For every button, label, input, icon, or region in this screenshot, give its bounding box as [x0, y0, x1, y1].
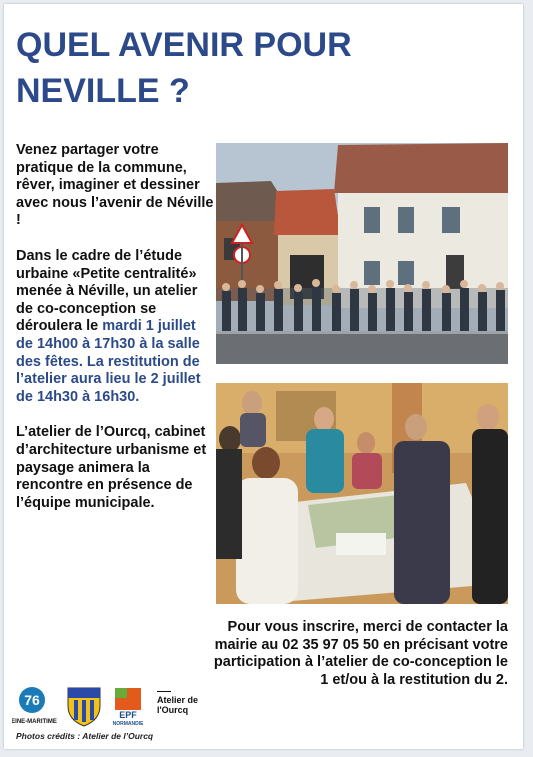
context-text: Dans le cadre de l’étude urbaine «Petite centralité» menée à Néville, un atelier de co-conception se déroulera le: [16, 247, 198, 335]
epf-normandie-logo: [113, 688, 144, 727]
workshop-photo-image: [216, 383, 508, 604]
partner-logo-marks: [12, 684, 152, 728]
seine-maritime-number: 76: [24, 692, 40, 708]
context-paragraph: [16, 248, 216, 406]
event-dates-highlight: mardi 1 juillet de 14h00 à 17h30 à la salle des fêtes. La restitution de l’atelier aura lieu le 2 juillet de 14h30 à 16h30.: [16, 318, 201, 405]
flyer-page: [4, 4, 523, 749]
neville-coat-of-arms-icon: [68, 688, 100, 726]
seine-maritime-label: SEINE-MARITIME: [12, 719, 57, 725]
page-title: QUEL AVENIR POUR NEVILLE ?: [16, 26, 352, 110]
partner-logos: [12, 684, 208, 728]
inscription-text: Pour vous inscrire, merci de contacter la mairie au 02 35 97 05 50 en précisant votre participation à l’atelier de co-conception le 1 et/ou à la restitution du 2.: [213, 619, 508, 688]
workshop-photo: [216, 383, 508, 604]
atelier-ourcq-logo: [157, 691, 208, 715]
left-column: [16, 142, 216, 530]
street-photo-image: [216, 143, 508, 364]
atelier-paragraph: L’atelier de l’Ourcq, cabinet d’architecture urbanisme et paysage animera la rencontre en présence de l’équipe municipale.: [16, 424, 207, 511]
atelier-ourcq-label: Atelier de l'Ourcq: [157, 695, 199, 715]
epf-sub-label: NORMANDIE: [112, 721, 144, 727]
intro-paragraph: Venez partager votre pratique de la commune, rêver, imaginer et dessiner avec nous l’avenir de Néville !: [16, 142, 214, 229]
photo-credits: Photos crédits : Atelier de l’Ourcq: [16, 731, 154, 741]
street-photo: [216, 143, 508, 364]
seine-maritime-logo: [12, 687, 57, 725]
epf-label: EPF: [119, 710, 137, 720]
